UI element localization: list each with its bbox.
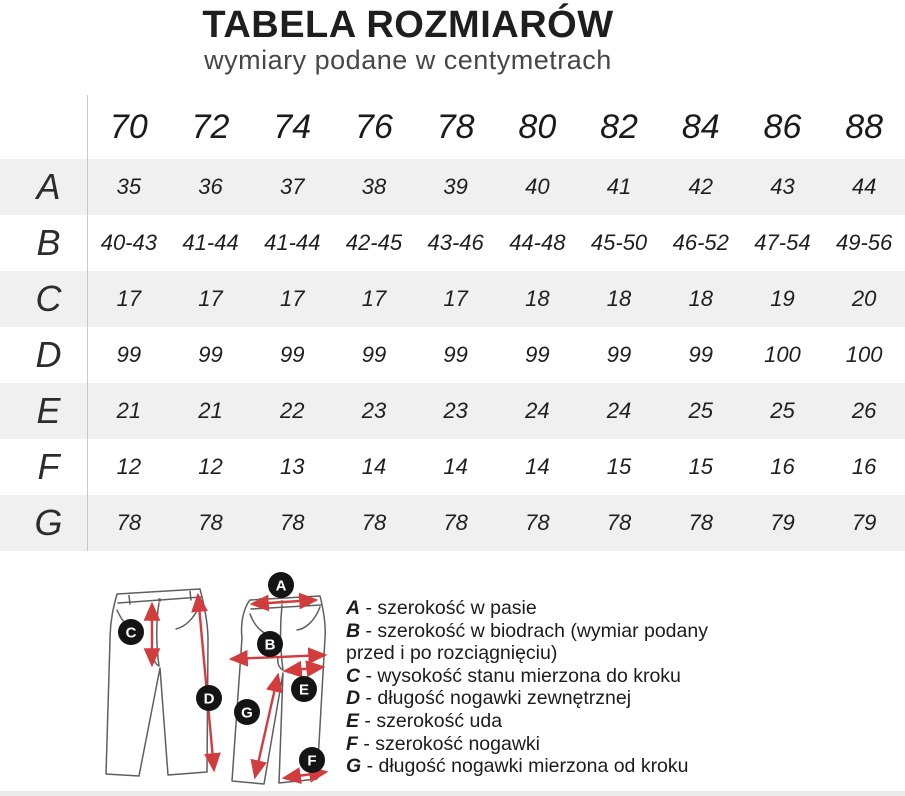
size-column-header: 82: [600, 107, 638, 146]
badge-letter-e: E: [298, 681, 310, 699]
size-value: 42: [660, 159, 742, 215]
size-column-header: 80: [518, 107, 557, 146]
legend-item-d: [346, 687, 756, 710]
size-value: 23: [333, 383, 415, 439]
legend-letter: E: [346, 709, 360, 732]
size-value: 43-46: [427, 230, 484, 255]
legend-item-a: [346, 597, 756, 620]
size-value: 17: [88, 271, 170, 327]
size-value: 78: [578, 495, 660, 551]
legend-text: - długość nogawki mierzona od kroku: [361, 755, 689, 778]
badge-letter-a: A: [275, 577, 287, 595]
size-value: 17: [170, 271, 252, 327]
size-value: 49-56: [836, 230, 893, 255]
arrow-f: [284, 772, 326, 778]
page-subtitle: wymiary podane w centymetrach: [204, 45, 612, 75]
measure-badge-b: [257, 631, 283, 657]
header: [0, 4, 816, 74]
size-value: 42-45: [345, 230, 403, 255]
size-value: 14: [525, 454, 550, 479]
size-value: 17: [415, 271, 497, 327]
size-value: 40-43: [100, 230, 157, 255]
size-column-header: 74: [273, 107, 312, 146]
size-value: 41-44: [264, 230, 321, 255]
pants-measure-diagram: [224, 570, 346, 794]
badge-letter-b: B: [264, 636, 276, 654]
table-corner-cell: [0, 95, 88, 159]
measure-badge-g: [234, 699, 260, 725]
row-label-f: F: [0, 439, 88, 495]
legend-letter: C: [346, 664, 361, 687]
legend-item-f: [346, 733, 756, 756]
legend-text: - szerokość nogawki: [357, 732, 540, 755]
legend-text: - wysokość stanu mierzona do kroku: [360, 664, 681, 687]
legend-letter: G: [346, 755, 362, 778]
row-label-a: A: [0, 159, 88, 215]
badge-letter-f: F: [307, 752, 317, 770]
bottom-edge-strip: [0, 791, 905, 796]
size-value: 23: [415, 383, 497, 439]
size-value: 24: [578, 383, 660, 439]
size-value: 78: [660, 495, 742, 551]
size-value: 35: [88, 159, 170, 215]
size-value: 14: [443, 454, 468, 479]
size-value: 17: [333, 271, 415, 327]
size-value: 38: [333, 159, 415, 215]
size-value: 39: [415, 159, 497, 215]
size-value: 100: [845, 342, 883, 367]
row-label-d: D: [0, 327, 88, 383]
size-value: 78: [88, 495, 170, 551]
size-value: 25: [660, 383, 742, 439]
row-label-b: B: [0, 215, 88, 271]
measurement-legend: [346, 597, 756, 778]
measure-badge-c: [118, 619, 144, 645]
size-column-header: 76: [355, 107, 393, 146]
size-value: 18: [660, 271, 742, 327]
badge-letter-c: C: [125, 624, 137, 642]
size-value: 21: [170, 383, 252, 439]
size-value: 40: [496, 159, 578, 215]
size-value: 47-54: [754, 230, 811, 255]
size-value: 99: [280, 342, 305, 367]
size-value: 18: [578, 271, 660, 327]
size-value: 12: [198, 454, 223, 479]
size-value: 41: [578, 159, 660, 215]
size-value: 41-44: [182, 230, 239, 255]
legend-item-g: [346, 755, 756, 778]
legend-text: - szerokość w biodrach (wymiar podany przed i po rozciągnięciu): [346, 619, 708, 665]
size-value: 78: [170, 495, 252, 551]
size-value: 99: [361, 342, 387, 367]
size-value: 43: [742, 159, 824, 215]
size-value: 12: [116, 454, 142, 479]
row-label-e: E: [0, 383, 88, 439]
size-value: 15: [606, 454, 632, 479]
size-value: 15: [688, 454, 713, 479]
arrow-e: [285, 667, 323, 671]
legend-item-e: [346, 710, 756, 733]
legend-text: - długość nogawki zewnętrznej: [360, 687, 632, 710]
legend-text: - szerokość w pasie: [360, 597, 537, 619]
size-value: 24: [496, 383, 578, 439]
size-value: 100: [764, 342, 801, 367]
size-value: 78: [251, 495, 333, 551]
size-value: 99: [443, 342, 468, 367]
measure-badge-f: [299, 747, 325, 773]
size-value: 36: [170, 159, 252, 215]
row-label-g: G: [0, 495, 88, 551]
size-column-header: 72: [191, 107, 230, 146]
size-value: 78: [496, 495, 578, 551]
badge-letter-g: G: [241, 704, 253, 722]
size-value: 25: [742, 383, 824, 439]
size-value: 79: [742, 495, 824, 551]
size-column-header: 88: [845, 107, 884, 146]
size-value: 44: [823, 159, 905, 215]
size-column-header: 70: [109, 107, 148, 146]
measure-badge-a: [268, 572, 294, 598]
size-value: 18: [496, 271, 578, 327]
legend-item-c: [346, 665, 756, 688]
size-column-header: 78: [436, 107, 475, 146]
size-value: 22: [251, 383, 333, 439]
legend-letter: A: [346, 597, 361, 619]
size-value: 46-52: [672, 230, 729, 255]
size-value: 45-50: [590, 230, 648, 255]
size-value: 16: [851, 454, 877, 479]
size-value: 26: [823, 383, 905, 439]
size-value: 13: [280, 454, 305, 479]
legend-item-b: [346, 620, 756, 665]
page-title: TABELA ROZMIARÓW: [202, 4, 614, 46]
size-value: 99: [198, 342, 223, 367]
size-value: 37: [251, 159, 333, 215]
size-value: 78: [333, 495, 415, 551]
size-column-header: 84: [681, 107, 720, 146]
measure-badge-d: [196, 685, 222, 711]
size-table: [0, 95, 905, 551]
size-value: 44-48: [509, 230, 566, 255]
pants-outline: [106, 589, 208, 776]
legend-text: - szerokość uda: [359, 709, 503, 732]
size-value: 16: [770, 454, 795, 479]
size-value: 17: [251, 271, 333, 327]
measure-badge-e: [291, 676, 317, 702]
legend-letter: F: [346, 732, 358, 755]
legend-letter: D: [346, 687, 361, 710]
row-label-c: C: [0, 271, 88, 327]
size-value: 14: [361, 454, 387, 479]
size-value: 21: [88, 383, 170, 439]
size-value: 79: [823, 495, 905, 551]
size-value: 99: [606, 342, 632, 367]
arrow-a: [252, 600, 316, 604]
size-value: 20: [823, 271, 905, 327]
size-column-header: 86: [763, 107, 802, 146]
badge-letter-d: D: [203, 690, 215, 708]
size-value: 99: [525, 342, 550, 367]
size-value: 78: [415, 495, 497, 551]
size-value: 19: [742, 271, 824, 327]
size-value: 99: [116, 342, 142, 367]
pants-front-diagram: [96, 580, 226, 794]
legend-letter: B: [346, 619, 361, 642]
size-value: 99: [688, 342, 713, 367]
